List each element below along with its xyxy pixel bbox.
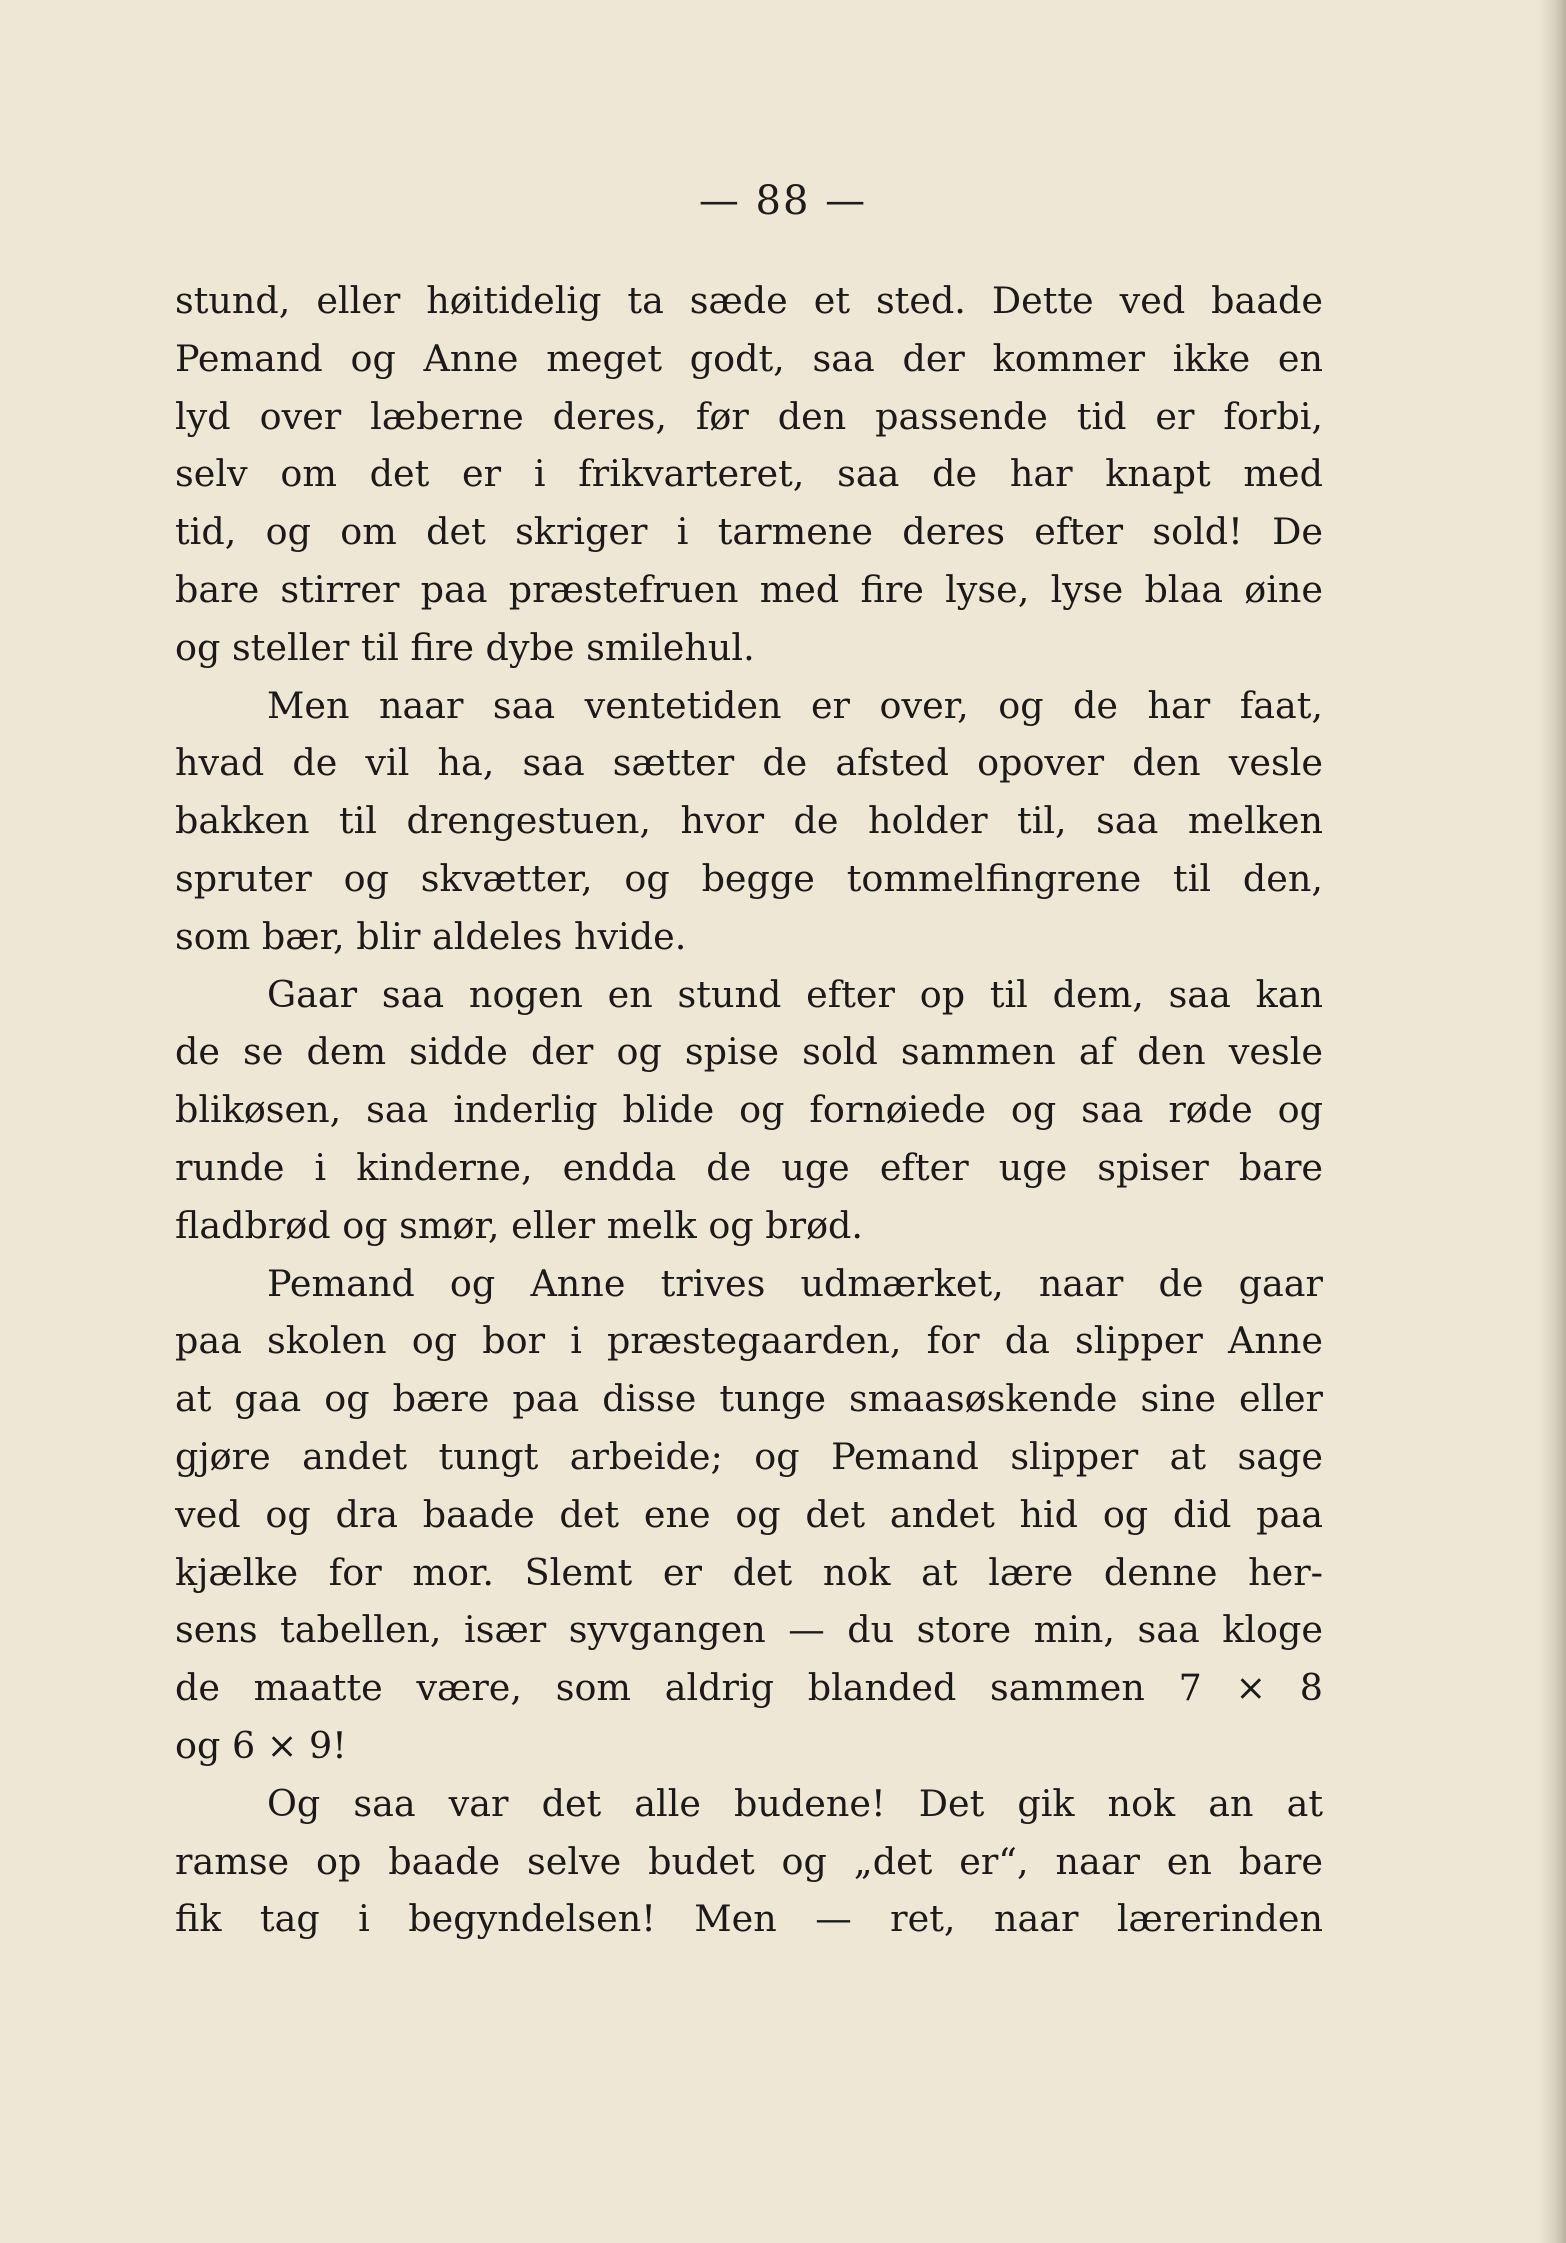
text-line: og 6 × 9! (175, 1723, 347, 1767)
paragraph (175, 1775, 1323, 1948)
text-line: tid, og om det skriger i tarmene deres efter sold! De (175, 510, 1323, 554)
text-line: Men naar saa ventetiden er over, og de har faat, (267, 683, 1323, 727)
text-line: paa skolen og bor i præstegaarden, for da slipper Anne (175, 1319, 1323, 1363)
text-line: Gaar saa nogen en stund efter op til dem, saa kan (267, 972, 1323, 1016)
text-line: Og saa var det alle budene! Det gik nok an at (267, 1781, 1323, 1825)
paragraph (175, 966, 1323, 1255)
text-line: kjælke for mor. Slemt er det nok at lære denne her- (175, 1550, 1323, 1594)
text-line: runde i kinderne, endda de uge efter uge spiser bare (175, 1145, 1323, 1189)
text-line: fladbrød og smør, eller melk og brød. (175, 1203, 864, 1247)
body-text (175, 272, 1323, 1948)
text-line: Pemand og Anne trives udmærket, naar de gaar (267, 1261, 1323, 1305)
text-line: og steller til fire dybe smilehul. (175, 625, 755, 669)
text-line: de se dem sidde der og spise sold sammen af den vesle (175, 1030, 1323, 1074)
page-number: — 88 — (698, 178, 868, 224)
text-line: gjøre andet tungt arbeide; og Pemand slipper at sage (175, 1434, 1323, 1478)
text-line: blikøsen, saa inderlig blide og fornøiede og saa røde og (175, 1088, 1323, 1132)
text-line: stund, eller høitidelig ta sæde et sted. Dette ved baade (175, 279, 1323, 322)
text-line: ramse op baade selve budet og „det er“, naar en bare (175, 1839, 1323, 1883)
text-line: spruter og skvætter, og begge tommelfingrene til den, (175, 856, 1323, 900)
text-line: som bær, blir aldeles hvide. (175, 914, 687, 958)
text-line: fik tag i begyndelsen! Men — ret, naar lærerinden (175, 1897, 1323, 1941)
text-line: bakken til drengestuen, hvor de holder til, saa melken (175, 799, 1323, 843)
text-line: lyd over læberne deres, før den passende tid er forbi, (175, 394, 1323, 438)
paragraph (175, 677, 1323, 966)
text-line: ved og dra baade det ene og det andet hid og did paa (175, 1492, 1323, 1536)
paragraph (175, 1255, 1323, 1775)
text-line: sens tabellen, især syvgangen — du store min, saa kloge (175, 1608, 1323, 1652)
page-edge-shadow (1538, 0, 1566, 2243)
text-line: selv om det er i frikvarteret, saa de har knapt med (175, 452, 1323, 496)
text-line: bare stirrer paa præstefruen med fire lyse, lyse blaa øine (175, 567, 1323, 611)
paragraph (175, 272, 1323, 677)
text-line: Pemand og Anne meget godt, saa der kommer ikke en (175, 336, 1323, 380)
text-line: de maatte være, som aldrig blanded sammen 7 × 8 (175, 1666, 1323, 1710)
text-line: hvad de vil ha, saa sætter de afsted opover den vesle (175, 741, 1323, 785)
text-line: at gaa og bære paa disse tunge smaasøskende sine eller (175, 1377, 1323, 1421)
